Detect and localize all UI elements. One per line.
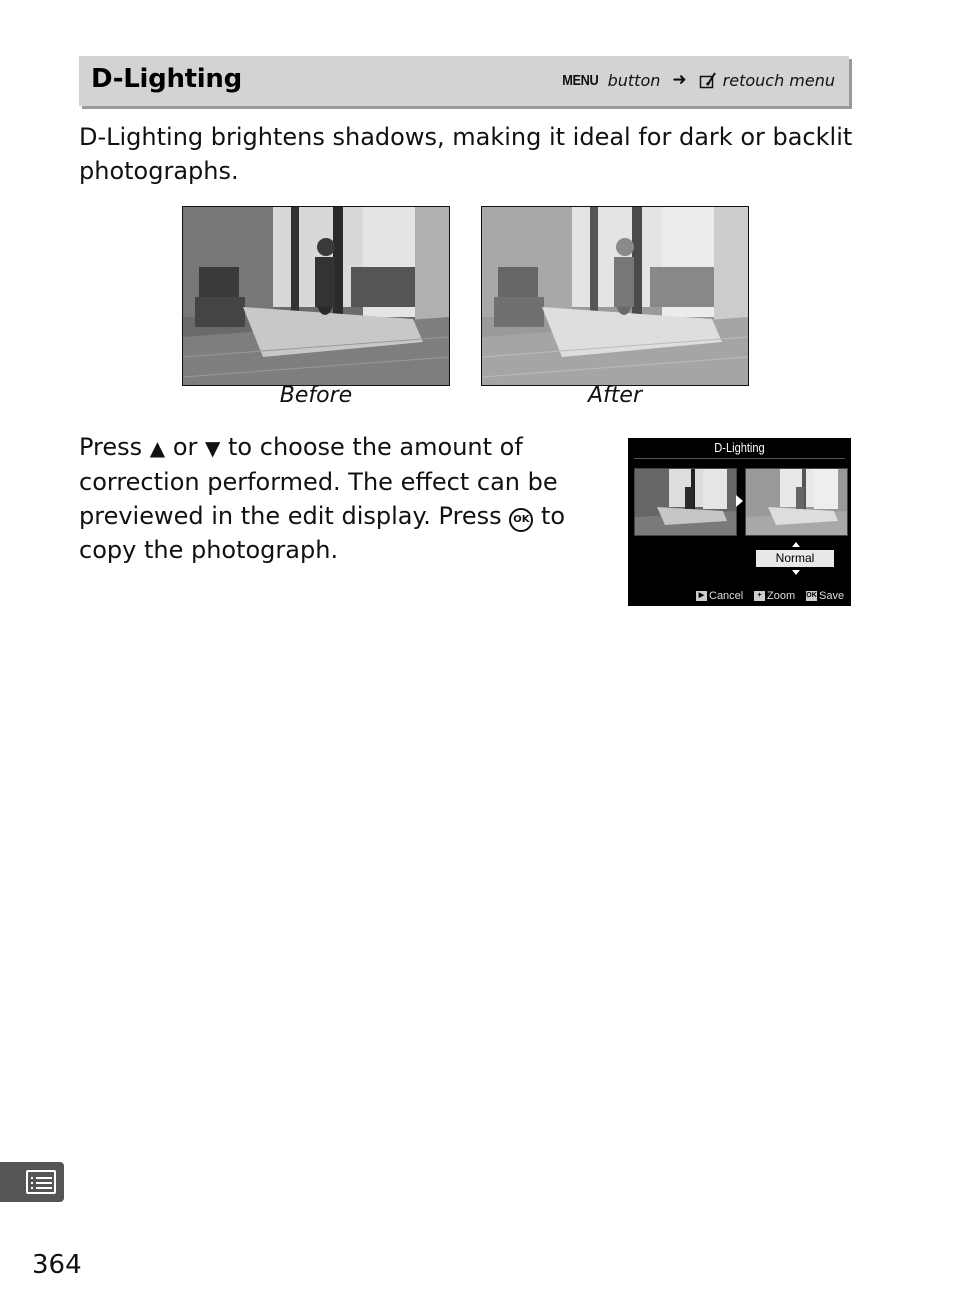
- instruction-paragraph: [79, 430, 619, 567]
- multi-selector-up-icon: ▲: [149, 436, 166, 460]
- section-header: [79, 56, 849, 106]
- cancel-label: Cancel: [709, 590, 744, 602]
- intro-paragraph: D-Lighting brightens shadows, making it ideal for dark or backlit photographs.: [79, 123, 853, 185]
- menu-button-word: MENU: [562, 71, 599, 89]
- instruction-text-2: or: [165, 433, 205, 461]
- page-number: 364: [32, 1250, 82, 1280]
- arrow-icon: ➜: [672, 70, 687, 90]
- level-down-icon: [792, 570, 800, 575]
- save-label: Save: [819, 590, 845, 602]
- screen-arrow-icon: [736, 495, 743, 507]
- camera-screen: [628, 438, 851, 606]
- after-photo: [481, 206, 749, 386]
- zoom-label: Zoom: [767, 590, 796, 602]
- playback-icon: ▶: [696, 591, 707, 601]
- retouch-menu-label: retouch menu: [722, 70, 835, 90]
- instruction-text-3: to choose the amount of correction performed. The effect can be previewed in the edit display. Press: [79, 433, 558, 530]
- screen-preview-original: [634, 468, 737, 536]
- before-caption: Before: [279, 383, 353, 408]
- zoom-icon: +: [754, 591, 765, 601]
- ok-icon: OK: [806, 592, 817, 599]
- after-caption: After: [587, 383, 642, 408]
- correction-level: Normal: [756, 550, 834, 567]
- level-up-icon: [792, 542, 800, 547]
- section-title: D-Lighting: [91, 64, 242, 94]
- before-photo: [182, 206, 450, 386]
- screen-control-bar: [628, 588, 851, 606]
- multi-selector-down-icon: ▼: [205, 436, 221, 460]
- retouch-menu-tab: [0, 1162, 64, 1202]
- save-control: [806, 590, 844, 602]
- screen-title: D-Lighting: [714, 440, 765, 455]
- screen-preview-corrected: [745, 468, 848, 536]
- screen-divider: [634, 458, 845, 459]
- cancel-control: [696, 590, 743, 602]
- ok-button-icon: OK: [509, 508, 533, 532]
- instruction-text-1: Press: [79, 433, 150, 461]
- zoom-control: [754, 590, 795, 602]
- menu-list-icon: [26, 1170, 56, 1194]
- button-label: button: [607, 70, 661, 90]
- instruction-text-4: to copy the photograph.: [79, 502, 566, 564]
- retouch-icon: [699, 71, 717, 89]
- menu-path: [559, 70, 835, 90]
